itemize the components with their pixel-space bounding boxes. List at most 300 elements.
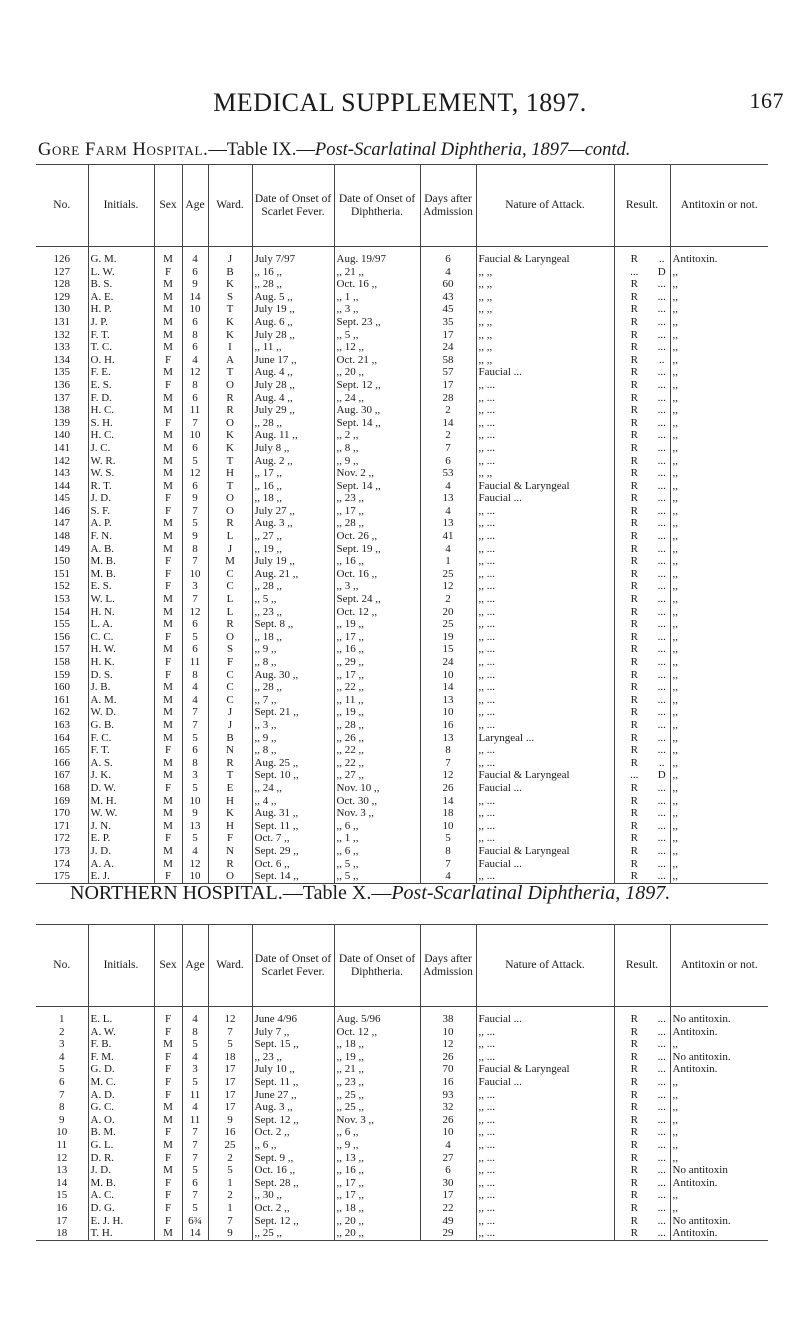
table-cell: T (208, 303, 252, 316)
table-cell: T. H. (88, 1227, 154, 1240)
table-cell: July 10 ,, (252, 1063, 334, 1076)
table-cell: 17 (208, 1063, 252, 1076)
table-cell: 6 (420, 247, 476, 266)
table-cell: ,, ... (476, 404, 614, 417)
table-cell: 147 (53, 517, 70, 530)
table-cell: 28 (420, 392, 476, 405)
table-cell: 166 (53, 756, 70, 769)
table-cell: ,, 17 ,, (252, 467, 334, 480)
table-row (36, 681, 768, 694)
table-row (36, 392, 768, 405)
table-cell: Aug. 4 ,, (252, 392, 334, 405)
column-header: Days after Admission (420, 165, 476, 247)
table-cell: 5 (182, 782, 208, 795)
table-cell: 27 (420, 1152, 476, 1165)
table-cell: Aug. 31 ,, (252, 807, 334, 820)
table-row (36, 1189, 768, 1202)
table-cell: Faucial ... (476, 1007, 614, 1026)
table-cell: F. M. (88, 1051, 154, 1064)
table-cell: 17 (420, 329, 476, 342)
table-cell: ,, 21 ,, (334, 1063, 420, 1076)
table-cell: B. S. (88, 278, 154, 291)
table-cell: ,, ... (476, 719, 614, 732)
table-cell: ... (614, 769, 654, 782)
table-cell: ,, ... (476, 744, 614, 757)
table-cell: ,, ,, (476, 329, 614, 342)
table-cell: F. D. (88, 392, 154, 405)
table-cell: No antitoxin (670, 1164, 768, 1177)
table-cell: July 7 ,, (252, 1026, 334, 1039)
column-header: Nature of Attack. (476, 165, 614, 247)
table-cell: No antitoxin. (670, 1007, 768, 1026)
table-cell: ,, (670, 1202, 768, 1215)
table-cell: ,, ... (476, 606, 614, 619)
table-cell: M. B. (88, 1177, 154, 1190)
table-cell: ... (657, 416, 666, 429)
table-cell: ,, ... (476, 618, 614, 631)
table-row (36, 1089, 768, 1102)
table-row (36, 593, 768, 606)
table-cell: 158 (53, 656, 70, 668)
table-cell: H. W. (88, 643, 154, 656)
table-cell: ... (657, 580, 666, 593)
table-row (36, 278, 768, 291)
table-cell: ,, (670, 291, 768, 304)
table-cell: M (154, 329, 182, 342)
table-cell: M (154, 392, 182, 405)
table-cell: ,, (670, 820, 768, 833)
table-row (36, 492, 768, 505)
table-cell: F (154, 1026, 182, 1039)
column-header: Ward. (208, 925, 252, 1007)
table-cell: 15 (420, 643, 476, 656)
table-row (36, 1101, 768, 1114)
table-cell: 5 (182, 631, 208, 644)
table-cell: ... (657, 504, 666, 517)
table-cell: F (154, 1215, 182, 1228)
table-row (36, 769, 768, 782)
table-cell: D. W. (88, 782, 154, 795)
table-cell: M (154, 1038, 182, 1051)
table-cell: ,, ... (476, 392, 614, 405)
table-cell: Faucial & Laryngeal (476, 247, 614, 266)
table-cell: R (614, 517, 654, 530)
table-cell: ,, (670, 442, 768, 455)
table-cell: J (208, 247, 252, 266)
column-header: Ward. (208, 165, 252, 247)
table-cell: ... (657, 1050, 666, 1063)
table-cell: 5 (208, 1038, 252, 1051)
table-cell: ,, (670, 769, 768, 782)
table-cell: ,, ... (476, 1038, 614, 1051)
table-cell: Sept. 12 ,, (334, 379, 420, 392)
table-cell: ,, (670, 580, 768, 593)
table-cell: 7 (182, 719, 208, 732)
table-cell: D. R. (88, 1152, 154, 1165)
table-cell: Faucial ... (476, 366, 614, 379)
table-cell: F (154, 492, 182, 505)
table-cell: ,, 4 ,, (252, 795, 334, 808)
table-cell: R (614, 480, 654, 493)
table-cell: ,, 25 ,, (334, 1101, 420, 1114)
table-cell: 159 (53, 668, 70, 681)
table-cell: ,, ,, (476, 316, 614, 329)
table-row (36, 1114, 768, 1127)
table-cell: J (208, 543, 252, 556)
table-cell: 8 (182, 543, 208, 556)
table-cell: ,, (670, 417, 768, 430)
table-cell: M (154, 858, 182, 871)
table-cell: Nov. 10 ,, (334, 782, 420, 795)
table-cell: M (154, 517, 182, 530)
table-cell: M (154, 807, 182, 820)
table-cell: F (154, 631, 182, 644)
table-cell: ... (657, 315, 666, 328)
table-cell: ,, (670, 568, 768, 581)
table-cell: R (614, 1063, 654, 1076)
table-cell: ,, ... (476, 379, 614, 392)
table-cell: 175 (53, 870, 70, 883)
table-cell: 174 (53, 857, 70, 870)
table-cell: A. S. (88, 757, 154, 770)
table-cell: K (208, 429, 252, 442)
table-cell: ,, 27 ,, (252, 530, 334, 543)
table-cell: 3 (182, 580, 208, 593)
table-cell: Sept. 14 ,, (334, 417, 420, 430)
table-cell: ,, ... (476, 1227, 614, 1240)
table-cell: F (154, 782, 182, 795)
table-cell: 170 (53, 807, 70, 820)
table-cell: 24 (420, 656, 476, 669)
table-cell: R (614, 1177, 654, 1190)
table-cell: ,, 8 ,, (252, 656, 334, 669)
table-cell: Aug. 11 ,, (252, 429, 334, 442)
table-cell: F (208, 656, 252, 669)
table-row (36, 417, 768, 430)
table-cell: 17 (420, 1189, 476, 1202)
table-cell: 14 (182, 291, 208, 304)
table-cell: O (208, 505, 252, 518)
table-cell: F (154, 1126, 182, 1139)
table-cell: Aug. 2 ,, (252, 455, 334, 468)
table-cell: T (208, 455, 252, 468)
table-cell: 20 (420, 606, 476, 619)
table-cell: 169 (53, 794, 70, 807)
table-cell: ,, (670, 870, 768, 883)
table-cell: Aug. 4 ,, (252, 366, 334, 379)
table-cell: F (154, 266, 182, 279)
table-cell: ,, (670, 278, 768, 291)
table-cell: ,, ... (476, 807, 614, 820)
table-cell: F. N. (88, 530, 154, 543)
table-row (36, 442, 768, 455)
table-cell: R (614, 744, 654, 757)
table-cell: Nov. 2 ,, (334, 467, 420, 480)
table-cell: M. C. (88, 1076, 154, 1089)
table-cell: J (208, 706, 252, 719)
table-cell: 13 (420, 732, 476, 745)
table-cell: ,, ... (476, 820, 614, 833)
table-cell: ... (657, 517, 666, 530)
table-cell: ... (657, 328, 666, 341)
table-cell: R (614, 1152, 654, 1165)
table-cell: A. C. (88, 1189, 154, 1202)
table-cell: M (154, 1114, 182, 1127)
table-row (36, 303, 768, 316)
table-cell: ... (657, 706, 666, 719)
table-cell: Oct. 16 ,, (334, 568, 420, 581)
table-cell: ,, 5 ,, (334, 329, 420, 342)
table-cell: 138 (53, 404, 70, 417)
table-cell: M (154, 757, 182, 770)
table-cell: Antitoxin. (670, 247, 768, 266)
table-cell: ,, 19 ,, (252, 543, 334, 556)
table-row (36, 643, 768, 656)
table-cell: J. D. (88, 492, 154, 505)
table-cell: ,, (670, 1038, 768, 1051)
table-cell: ,, 20 ,, (334, 1215, 420, 1228)
table-cell: H (208, 467, 252, 480)
table-cell: 49 (420, 1215, 476, 1228)
table-cell: Laryngeal ... (476, 732, 614, 745)
table-row (36, 1177, 768, 1190)
table-cell: Sept. 8 ,, (252, 618, 334, 631)
table-cell: ,, 18 ,, (334, 1202, 420, 1215)
table-cell: ... (657, 668, 666, 681)
table-cell: M (154, 820, 182, 833)
table-cell: ,, ... (476, 543, 614, 556)
table-cell: 8 (182, 1026, 208, 1039)
table-cell: ... (657, 1075, 666, 1088)
table-cell: 6 (182, 643, 208, 656)
table-cell: 17 (208, 1076, 252, 1089)
table-cell: 4 (182, 247, 208, 266)
table-cell: M (154, 1227, 182, 1240)
table-cell: K (208, 807, 252, 820)
table-cell: 8 (420, 845, 476, 858)
table-cell: Sept. 15 ,, (252, 1038, 334, 1051)
table-cell: ... (657, 1038, 666, 1051)
table-cell: B (208, 266, 252, 279)
table-cell: 2 (208, 1189, 252, 1202)
table-cell: J. K. (88, 769, 154, 782)
table-cell: Sept. 23 ,, (334, 316, 420, 329)
table-cell: ,, (670, 656, 768, 669)
table-cell: ,, ... (476, 631, 614, 644)
table-cell: 7 (182, 1152, 208, 1165)
table-cell: 12 (182, 606, 208, 619)
table-cell: R (614, 858, 654, 871)
table-row (36, 404, 768, 417)
table-cell: M (154, 341, 182, 354)
table-cell: 30 (420, 1177, 476, 1190)
table-cell: ,, (670, 593, 768, 606)
table-cell: ... (657, 794, 666, 807)
table-row (36, 1202, 768, 1215)
table-cell: R (614, 669, 654, 682)
table-row (36, 757, 768, 770)
table-cell: 4 (182, 1101, 208, 1114)
table-cell: R (614, 845, 654, 858)
table-cell: R (614, 1101, 654, 1114)
table-cell: R (614, 530, 654, 543)
table-cell: 17 (208, 1101, 252, 1114)
table-cell: M (154, 247, 182, 266)
table-cell: ,, (670, 858, 768, 871)
table-cell: R (614, 442, 654, 455)
table-cell: R (208, 392, 252, 405)
table-cell: ... (657, 555, 666, 568)
table-cell: M (154, 719, 182, 732)
table-cell: June 17 ,, (252, 354, 334, 367)
table-cell: R (614, 291, 654, 304)
table-cell: ... (657, 492, 666, 505)
table-row (36, 291, 768, 304)
table-cell: 45 (420, 303, 476, 316)
table-cell: 128 (53, 278, 70, 291)
table-cell: R (614, 354, 654, 367)
table-cell: ... (657, 681, 666, 694)
table-cell: 127 (53, 265, 70, 278)
table-cell: 14 (420, 795, 476, 808)
table-cell: Oct. 2 ,, (252, 1202, 334, 1215)
table-cell: R (614, 316, 654, 329)
table-cell: ,, (670, 832, 768, 845)
table-row (36, 379, 768, 392)
table-row (36, 820, 768, 833)
table-cell: R (614, 1026, 654, 1039)
table-cell: ,, 22 ,, (334, 757, 420, 770)
table-cell: 136 (53, 378, 70, 391)
table-row (36, 266, 768, 279)
table-cell: ... (657, 1025, 666, 1038)
table-cell: A. D. (88, 1089, 154, 1102)
table-cell: 5 (182, 1038, 208, 1051)
table-cell: W. D. (88, 706, 154, 719)
table-cell: H. P. (88, 303, 154, 316)
table-cell: 133 (53, 341, 70, 354)
table-cell: 6 (182, 316, 208, 329)
table-cell: ,, 2 ,, (334, 429, 420, 442)
table-cell: 43 (420, 291, 476, 304)
table-cell: J. D. (88, 1164, 154, 1177)
table-cell: N (208, 744, 252, 757)
table-cell: R (614, 643, 654, 656)
table-row (36, 341, 768, 354)
table-cell: ,, (670, 492, 768, 505)
table-cell: ,, ... (476, 505, 614, 518)
column-header: Sex (154, 925, 182, 1007)
table-cell: ... (657, 1101, 666, 1114)
table-cell: C (208, 681, 252, 694)
table-cell: Sept. 21 ,, (252, 706, 334, 719)
table-cell: ,, ,, (476, 291, 614, 304)
table-cell: ,, (670, 555, 768, 568)
table-cell: ,, 18 ,, (334, 1038, 420, 1051)
table-cell: Sept. 28 ,, (252, 1177, 334, 1190)
table-row (36, 1227, 768, 1240)
table-cell: 16 (420, 719, 476, 732)
table-row (36, 467, 768, 480)
table-cell: O (208, 379, 252, 392)
table-cell: ... (657, 618, 666, 631)
table-cell: 2 (420, 404, 476, 417)
table-cell: ,, ... (476, 681, 614, 694)
table-cell: 25 (208, 1139, 252, 1152)
table-cell: J (208, 719, 252, 732)
table-cell: 5 (182, 455, 208, 468)
table-cell: ,, 8 ,, (252, 744, 334, 757)
table-cell: 6¾ (182, 1215, 208, 1228)
table-cell: ,, (670, 505, 768, 518)
table-cell: ,, 18 ,, (252, 631, 334, 644)
table-cell: ,, ,, (476, 303, 614, 316)
table-cell: ,, 20 ,, (334, 1227, 420, 1240)
table-cell: M (154, 681, 182, 694)
table-cell: ,, ... (476, 593, 614, 606)
header-row (36, 165, 768, 247)
table-cell: 5 (420, 832, 476, 845)
table-cell: M (154, 643, 182, 656)
table-cell: Sept. 29 ,, (252, 845, 334, 858)
table-cell: ,, (670, 530, 768, 543)
table-cell: July 19 ,, (252, 303, 334, 316)
table-cell: D. G. (88, 1202, 154, 1215)
table-cell: 140 (53, 429, 70, 442)
table-cell: 6 (420, 455, 476, 468)
table-cell: ... (657, 391, 666, 404)
table-cell: 7 (182, 505, 208, 518)
table-cell: 153 (53, 593, 70, 606)
table-cell: R (614, 1139, 654, 1152)
table-row (36, 316, 768, 329)
table-cell: M (154, 429, 182, 442)
table-cell: ... (657, 718, 666, 731)
table-cell: ,, 23 ,, (252, 1051, 334, 1064)
table-cell: 4 (59, 1050, 65, 1063)
table-cell: ,, (670, 543, 768, 556)
table-cell: July 7/97 (252, 247, 334, 266)
table-cell: R (614, 606, 654, 619)
table-cell: ,, (670, 757, 768, 770)
table-cell: 41 (420, 530, 476, 543)
table-cell: 171 (53, 819, 70, 832)
table-cell: 10 (420, 706, 476, 719)
table-row (36, 656, 768, 669)
table-cell: Sept. 12 ,, (252, 1114, 334, 1127)
table-cell: M (154, 455, 182, 468)
table-cell: N (208, 845, 252, 858)
table-cell: E (208, 782, 252, 795)
table-cell: 173 (53, 844, 70, 857)
table-cell: R (614, 631, 654, 644)
table-cell: R (614, 832, 654, 845)
table-cell: ... (657, 1113, 666, 1126)
table-cell: ,, 28 ,, (252, 417, 334, 430)
table-cell: 15 (56, 1189, 68, 1202)
table-cell: 8 (59, 1101, 65, 1114)
table-cell: R (208, 517, 252, 530)
table-cell: R (614, 341, 654, 354)
table-cell: ,, (670, 517, 768, 530)
table-cell: Faucial ... (476, 1076, 614, 1089)
table-row (36, 1126, 768, 1139)
table-cell: ,, 22 ,, (334, 681, 420, 694)
table-cell: ,, 22 ,, (334, 744, 420, 757)
table-cell: ,, 23 ,, (252, 606, 334, 619)
table-cell: ,, 24 ,, (252, 782, 334, 795)
table-row (36, 505, 768, 518)
